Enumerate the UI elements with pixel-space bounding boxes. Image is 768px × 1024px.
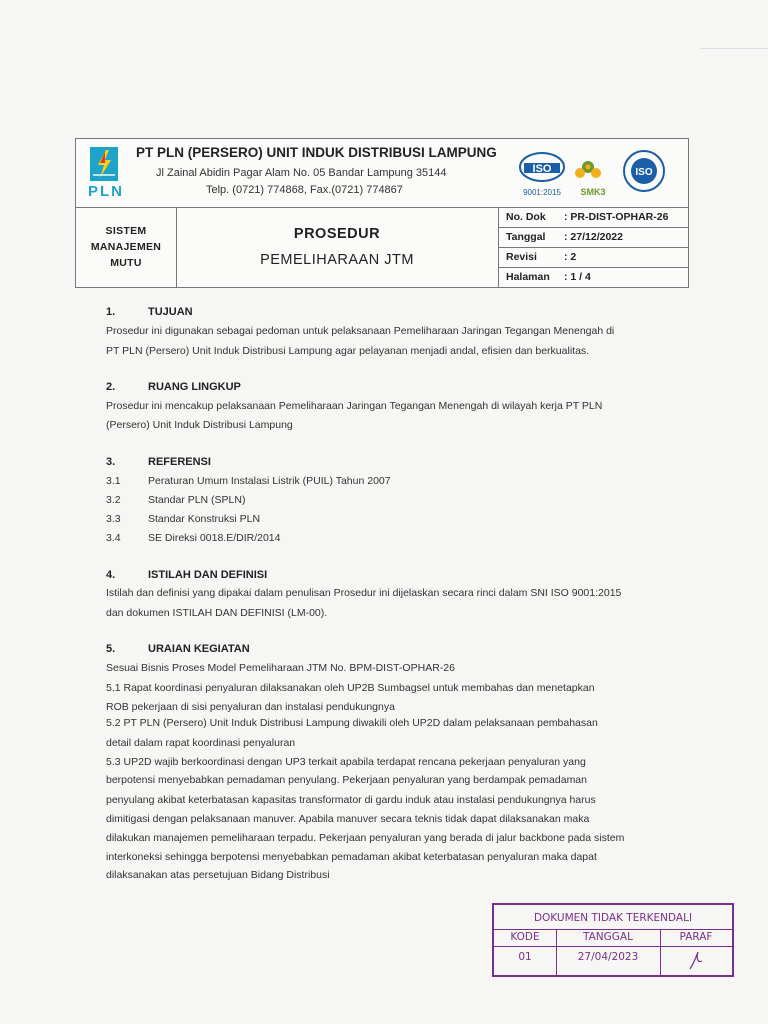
title-line-2: PEMELIHARAAN JTM: [260, 252, 414, 268]
meta-value: : 27/12/2022: [564, 231, 623, 243]
paragraph-line: dilakukan manajemen pemeliharaan terpadu. Pekerjaan penyaluran yang berada di jalur backbone pada sistem: [106, 832, 625, 844]
paragraph-line: interkoneksi sehingga berpotensi menyebabkan pemadaman akibat keterbatasan penyaluran maka dapat: [106, 851, 597, 863]
system-label: [76, 207, 177, 287]
paragraph-line: 5.1 Rapat koordinasi penyaluran dilaksanakan oleh UP2B Sumbagsel untuk membahas dan menetapkan: [106, 682, 595, 694]
document-meta: [498, 207, 688, 287]
meta-key: Tanggal: [506, 231, 546, 243]
section-number: 4.: [106, 569, 116, 581]
section-title: URAIAN KEGIATAN: [148, 643, 250, 655]
system-label-line: MUTU: [110, 257, 142, 269]
stamp-tanggal-value: 27/04/2023: [577, 951, 639, 963]
item-text: Peraturan Umum Instalasi Listrik (PUIL) Tahun 2007: [148, 475, 391, 487]
section-title: RUANG LINGKUP: [148, 381, 241, 393]
section-number: 5.: [106, 643, 116, 655]
scan-edge-line: [700, 48, 768, 49]
item-number: 3.1: [106, 475, 121, 487]
item-text: Standar Konstruksi PLN: [148, 513, 261, 525]
meta-key: Halaman: [506, 271, 550, 283]
paragraph-line: Prosedur ini mencakup pelaksanaan Pemeliharaan Jaringan Tegangan Menengah di wilayah kerja PT PLN: [106, 400, 603, 412]
stamp-kode-value: 01: [518, 951, 532, 963]
iso-9001-logo: [520, 153, 564, 197]
item-number: 3.2: [106, 494, 121, 506]
signature-mark: [684, 949, 708, 973]
company-name: PT PLN (PERSERO) UNIT INDUK DISTRIBUSI LAMPUNG: [136, 145, 497, 160]
item-number: 3.4: [106, 532, 121, 544]
company-row: [76, 139, 688, 208]
stamp-paraf-label: PARAF: [660, 929, 732, 947]
paragraph-line: Sesuai Bisnis Proses Model Pemeliharaan JTM No. BPM-DIST-OPHAR-26: [106, 662, 455, 674]
svg-text:9001:2015: 9001:2015: [523, 188, 561, 197]
section-title: REFERENSI: [148, 456, 211, 468]
paragraph-line: penyulang akibat keterbatasan kapasitas transformator di gardu induk atau instalasi pendukungnya harus: [106, 794, 596, 806]
paragraph-line: Istilah dan definisi yang dipakai dalam penulisan Prosedur ini dijelaskan secara rinci dalam SNI ISO 9001:2015: [106, 587, 622, 599]
meta-row-date: [498, 227, 688, 248]
section-title: TUJUAN: [148, 306, 193, 318]
meta-value: : PR-DIST-OPHAR-26: [564, 211, 669, 223]
uncontrolled-document-stamp: [492, 903, 734, 977]
section-title: ISTILAH DAN DEFINISI: [148, 569, 268, 581]
stamp-kode-column: [494, 929, 557, 975]
stamp-title: DOKUMEN TIDAK TERKENDALI: [494, 905, 732, 930]
paragraph-line: detail dalam rapat koordinasi penyaluran: [106, 737, 296, 749]
meta-row-revision: [498, 247, 688, 268]
paragraph-line: Prosedur ini digunakan sebagai pedoman untuk pelaksanaan Pemeliharaan Jaringan Tegangan Menengah di: [106, 325, 615, 337]
item-text: Standar PLN (SPLN): [148, 494, 246, 506]
document-header: [75, 138, 689, 288]
document-title: [176, 207, 499, 287]
paragraph-line: PT PLN (Persero) Unit Induk Distribusi Lampung agar pelayanan menjadi andal, efisien dan berkualitas.: [106, 345, 590, 357]
paragraph-line: 5.3 UP2D wajib berkoordinasi dengan UP3 terkait apabila terdapat rencana pekerjaan penyaluran yang: [106, 756, 586, 768]
pln-logo: [84, 145, 128, 201]
svg-text:SMK3: SMK3: [580, 187, 606, 197]
stamp-paraf-column: [660, 929, 732, 975]
paragraph-line: dan dokumen ISTILAH DAN DEFINISI (LM-00).: [106, 607, 328, 619]
company-phone: Telp. (0721) 774868, Fax.(0721) 774867: [206, 184, 403, 196]
item-text: SE Direksi 0018.E/DIR/2014: [148, 532, 281, 544]
meta-row-page: [498, 267, 688, 287]
system-label-line: MANAJEMEN: [90, 241, 162, 253]
system-label-line: SISTEM: [105, 225, 147, 237]
section-number: 1.: [106, 306, 116, 318]
stamp-kode-label: KODE: [494, 929, 556, 947]
title-line-1: PROSEDUR: [293, 226, 381, 242]
paragraph-line: (Persero) Unit Induk Distribusi Lampung: [106, 419, 293, 431]
svg-text:ISO: ISO: [532, 163, 552, 175]
item-number: 3.3: [106, 513, 121, 525]
paragraph-line: dimitigasi dengan pelaksanaan manuver. Apabila manuver secara teknis tidak dapat dilaksanakan maka: [106, 813, 590, 825]
company-address: Jl Zainal Abidin Pagar Alam No. 05 Bandar Lampung 35144: [156, 167, 447, 179]
svg-text:ISO: ISO: [635, 167, 653, 178]
stamp-tanggal-column: [556, 929, 661, 975]
paragraph-line: berpotensi menyebabkan pemadaman penyulang. Pekerjaan penyaluran yang berdampak pemadaman: [106, 774, 587, 786]
meta-value: : 1 / 4: [564, 271, 591, 283]
lightning-icon: [90, 147, 118, 181]
iso-circle-logo: [624, 151, 664, 191]
meta-value: : 2: [564, 251, 577, 263]
document-info-row: [76, 207, 688, 287]
meta-key: No. Dok: [506, 211, 546, 223]
smk3-logo: [575, 161, 606, 197]
pln-logo-text: PLN: [88, 183, 124, 200]
stamp-tanggal-label: TANGGAL: [556, 929, 660, 947]
paragraph-line: 5.2 PT PLN (Persero) Unit Induk Distribusi Lampung diwakili oleh UP2D dalam pelaksanaan pembahasan: [106, 717, 598, 729]
paragraph-line: dilaksanakan atas persetujuan Bidang Distribusi: [106, 869, 330, 881]
meta-key: Revisi: [506, 251, 537, 263]
paragraph-line: ROB pekerjaan di sisi penyaluran dan instalasi pendukungnya: [106, 701, 395, 713]
meta-row-doc-number: [498, 207, 688, 228]
section-number: 3.: [106, 456, 116, 468]
certification-logos: [516, 147, 684, 199]
section-number: 2.: [106, 381, 116, 393]
